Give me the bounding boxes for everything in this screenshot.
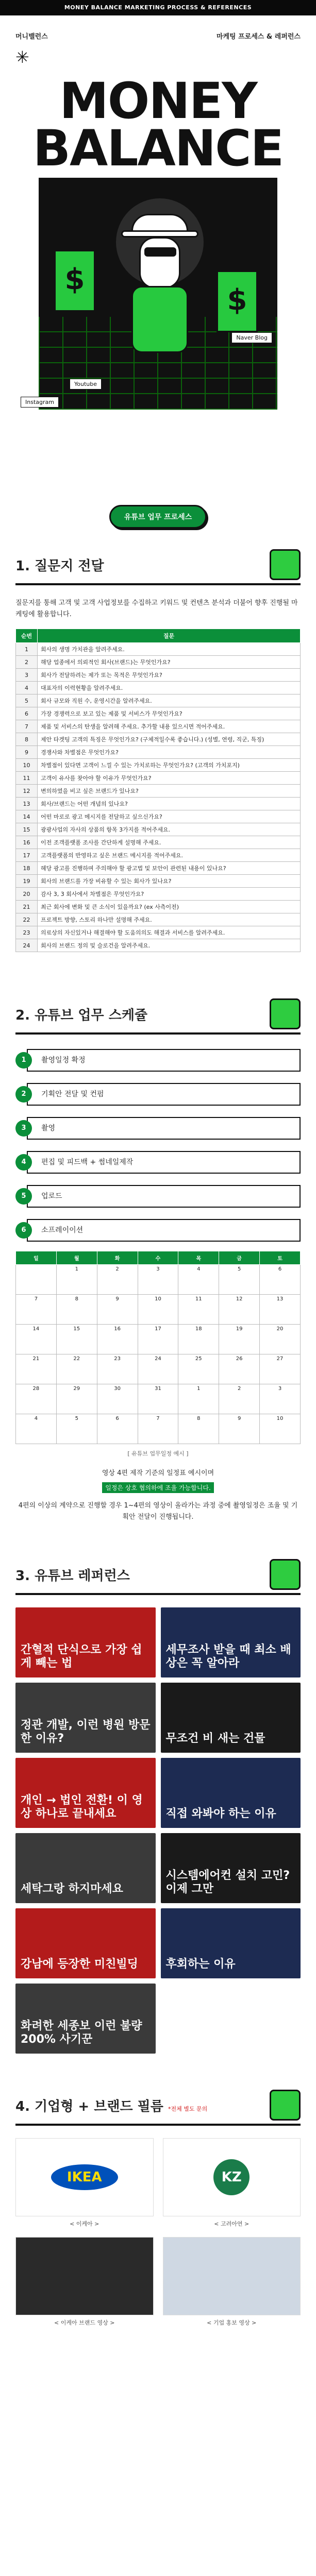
video-thumbnail[interactable] — [161, 1908, 301, 1978]
calendar-day: 14 — [16, 1325, 57, 1354]
brand-subtitle: 마케팅 프로세스 & 레퍼런스 — [216, 33, 301, 41]
calendar-day: 25 — [178, 1354, 219, 1384]
calendar-day: 15 — [56, 1325, 97, 1354]
video-thumbnail[interactable] — [15, 1758, 156, 1828]
thumbnail-title: 화려한 세종보 이런 불량 200% 사기꾼 — [21, 2020, 142, 2046]
calendar-day: 7 — [138, 1414, 178, 1444]
table-row — [16, 875, 301, 888]
calendar-day: 27 — [260, 1354, 301, 1384]
question-text: 회사의 브랜드를 가장 비유할 수 있는 회사가 있나요? — [38, 875, 301, 888]
calendar-day: 23 — [97, 1354, 138, 1384]
question-number: 13 — [16, 798, 38, 810]
calendar-day: 4 — [178, 1265, 219, 1295]
steps-list — [15, 1047, 301, 1244]
section-title: 3. 유튜브 레퍼런스 — [15, 1568, 130, 1584]
section-heading — [15, 998, 301, 1035]
step-number: 3 — [15, 1120, 32, 1137]
table-row — [16, 694, 301, 707]
question-text: 차별점이 있다면 고객이 느낄 수 있는 가치로하는 무엇인가요? (고객의 가치포지) — [38, 759, 301, 772]
step-label: 촬영일정 확정 — [27, 1049, 301, 1072]
question-text: 대표자의 이력현황을 알려주세요. — [38, 682, 301, 694]
question-text: 고객이 유사를 찾아야 할 이유가 무엇인가요? — [38, 772, 301, 785]
question-text: 회사/브랜드는 어떤 개념의 있나요? — [38, 798, 301, 810]
calendar-day: 9 — [219, 1414, 260, 1444]
weekday-header: 월 — [56, 1251, 97, 1265]
section-subnote: *전체 별도 문의 — [168, 2105, 208, 2112]
question-number: 4 — [16, 682, 38, 694]
step-item — [15, 1081, 301, 1108]
question-text: 광광사업의 자사의 상품의 항목 3가지를 적어주세요. — [38, 823, 301, 836]
question-number: 5 — [16, 694, 38, 707]
table-row — [16, 810, 301, 823]
question-number: 10 — [16, 759, 38, 772]
character — [121, 198, 198, 353]
naver-blog-tag: Naver Blog — [231, 332, 272, 343]
question-text: 회사가 전달하려는 제가 또는 목적은 무엇인가요? — [38, 669, 301, 682]
weekday-header: 수 — [138, 1251, 178, 1265]
brand-name: 머니밸런스 — [15, 33, 48, 41]
table-row — [16, 746, 301, 759]
schedule-note2: 일정은 상호 협의하에 조율 가능합니다. — [102, 1482, 214, 1493]
thumbnail-title: 세무조사 받을 때 최소 배상은 꼭 알아라 — [165, 1643, 291, 1670]
question-table — [15, 629, 301, 952]
table-header: 질문 — [38, 629, 301, 643]
calendar-day: 28 — [16, 1384, 57, 1414]
question-text: 어떤 마로로 광고 메시지를 전달하고 싶으신가요? — [38, 810, 301, 823]
weekday-header: 화 — [97, 1251, 138, 1265]
table-row — [16, 888, 301, 901]
question-number: 2 — [16, 656, 38, 669]
thumbnail-title: 정관 개발, 이런 병원 방문한 이유? — [21, 1719, 151, 1745]
step-label: 업로드 — [27, 1185, 301, 1208]
step-label: 기획안 전달 및 컨펌 — [27, 1083, 301, 1106]
question-text: 최근 회사에 변화 및 큰 소식이 있을까요? (ex 사측이전) — [38, 901, 301, 913]
video-thumbnail[interactable] — [15, 1908, 156, 1978]
step-number: 4 — [15, 1154, 32, 1171]
question-text: 변의하였을 비고 싶은 브랜드가 있나요? — [38, 785, 301, 798]
question-number: 7 — [16, 720, 38, 733]
thumbnail-title: 강남에 등장한 미친빌딩 — [21, 1958, 138, 1971]
question-number: 18 — [16, 862, 38, 875]
calendar-week — [16, 1414, 301, 1444]
question-number: 24 — [16, 939, 38, 952]
hero-illustration — [39, 178, 277, 410]
section-heading — [15, 549, 301, 585]
question-text: 회사 규모와 직원 수, 운영시간을 알려주세요. — [38, 694, 301, 707]
section-title: 2. 유튜브 업무 스케쥴 — [15, 1007, 148, 1023]
table-row — [16, 798, 301, 810]
step-item — [15, 1149, 301, 1176]
calendar-day: 20 — [260, 1325, 301, 1354]
title-line2: BALANCE — [32, 120, 284, 177]
step-label: 소프레이이션 — [27, 1219, 301, 1242]
step-item — [15, 1183, 301, 1210]
step-number: 1 — [15, 1052, 32, 1069]
ikea-logo-card[interactable] — [15, 2138, 154, 2216]
thumbnail-title: 후회하는 이유 — [165, 1958, 236, 1971]
calendar-week — [16, 1384, 301, 1414]
table-header: 순번 — [16, 629, 38, 643]
section-title: 4. 기업형 + 브랜드 필름 — [15, 2098, 163, 2114]
page — [0, 15, 316, 2327]
calendar-day: 1 — [56, 1265, 97, 1295]
calendar-day: 19 — [219, 1325, 260, 1354]
schedule-note1: 영상 4편 제작 기준의 일정표 예시이며 — [102, 1469, 214, 1477]
table-row — [16, 926, 301, 939]
question-text: 해당 업종에서 의뢰적인 회사(브랜드)는 무엇인가요? — [38, 656, 301, 669]
calendar-day: 26 — [219, 1354, 260, 1384]
weekday-header: 토 — [260, 1251, 301, 1265]
calendar-day: 29 — [56, 1384, 97, 1414]
film-icon — [270, 2090, 301, 2121]
calendar-icon — [270, 998, 301, 1029]
table-row — [16, 669, 301, 682]
brand-row — [15, 31, 301, 41]
calendar-day: 30 — [97, 1384, 138, 1414]
logo-caption: < 이케아 > — [70, 2221, 99, 2227]
question-text: 프로젝트 방향, 스토리 하나만 설명해 주세요. — [38, 913, 301, 926]
dollar-bill-left: $ — [54, 250, 95, 312]
question-text: 제안 타겟팅 고객의 특징은 무엇인가요? (구체적일수록 좋습니다.) (성별, 연령, 직군, 특징) — [38, 733, 301, 746]
question-text: 경쟁사와 차별점은 무엇인가요? — [38, 746, 301, 759]
table-row — [16, 862, 301, 875]
calendar-week — [16, 1325, 301, 1354]
section-questions — [0, 549, 316, 952]
youtube-tag: Youtube — [70, 379, 102, 389]
question-text: 혜당 광고를 진행하며 주의해야 할 광고법 및 보안이 관련된 내용이 있나요? — [38, 862, 301, 875]
calendar-day: 9 — [97, 1295, 138, 1325]
step-number: 2 — [15, 1086, 32, 1103]
table-row — [16, 656, 301, 669]
question-number: 21 — [16, 901, 38, 913]
question-number: 16 — [16, 836, 38, 849]
section-schedule — [0, 998, 316, 1523]
calendar-day: 6 — [260, 1265, 301, 1295]
step-item — [15, 1115, 301, 1142]
question-text: 고객플랫폼의 반영하고 싶은 브랜드 메시지를 적어주세요. — [38, 849, 301, 862]
badge-wrap — [0, 505, 316, 529]
calendar-day: 31 — [138, 1384, 178, 1414]
table-row — [16, 785, 301, 798]
thumbnail-title: 간혈적 단식으로 가장 쉽게 빼는 법 — [21, 1643, 142, 1670]
table-row — [16, 707, 301, 720]
section-title: 1. 질문지 전달 — [15, 558, 104, 574]
table-row — [16, 939, 301, 952]
calendar-day: 3 — [260, 1384, 301, 1414]
table-row — [16, 682, 301, 694]
step-number: 6 — [15, 1222, 32, 1239]
calendar-day: 18 — [178, 1325, 219, 1354]
question-number: 23 — [16, 926, 38, 939]
process-badge: 유튜브 업무 프로세스 — [109, 505, 207, 529]
calendar-caption: [ 유튜브 업무일정 예시 ] — [127, 1450, 189, 1457]
question-number: 6 — [16, 707, 38, 720]
calendar-day: 13 — [260, 1295, 301, 1325]
question-number: 22 — [16, 913, 38, 926]
body — [131, 286, 188, 353]
calendar-day: 11 — [178, 1295, 219, 1325]
table-row — [16, 772, 301, 785]
question-number: 12 — [16, 785, 38, 798]
table-row — [16, 643, 301, 656]
question-text: 이전 조객플랫폼 조사를 간단하게 설명해 주세요. — [38, 836, 301, 849]
section-heading — [15, 2090, 301, 2126]
brand-video-thumb[interactable] — [15, 2237, 154, 2315]
question-text: 감사 3, 3 회사에서 차별점은 무엇인가요? — [38, 888, 301, 901]
calendar-day: 8 — [56, 1295, 97, 1325]
video-thumbnail[interactable] — [15, 1683, 156, 1753]
video-thumbnail[interactable] — [161, 1833, 301, 1903]
section-brand-film — [0, 2090, 316, 2327]
calendar-day — [16, 1265, 57, 1295]
corporate-video-thumb[interactable] — [163, 2237, 301, 2315]
calendar-day: 5 — [56, 1414, 97, 1444]
thumbnail-grid — [15, 1607, 301, 2054]
thumbnail-title: 시스템에어컨 설치 고민? 이제 그만 — [165, 1869, 290, 1895]
step-label: 촬영 — [27, 1117, 301, 1140]
calendar-week — [16, 1265, 301, 1295]
calendar-day: 10 — [138, 1295, 178, 1325]
question-number: 15 — [16, 823, 38, 836]
table-row — [16, 913, 301, 926]
question-text: 제품 및 서비스의 탄생을 알려해 주세요. 추가할 내용 있으시면 적어주세요. — [38, 720, 301, 733]
calendar-day: 2 — [219, 1384, 260, 1414]
calendar-week — [16, 1354, 301, 1384]
weekday-header: 일 — [16, 1251, 57, 1265]
table-row — [16, 733, 301, 746]
step-label: 편집 및 피드백 + 썸네일제작 — [27, 1151, 301, 1174]
video-thumbnail[interactable] — [161, 1607, 301, 1677]
question-number: 11 — [16, 772, 38, 785]
step-number: 5 — [15, 1188, 32, 1205]
kz-logo: KZ — [213, 2159, 250, 2195]
section-references — [0, 1559, 316, 2054]
thumbnail-title: 개인 → 법인 전환! 이 영상 하나로 끝내세요 — [21, 1794, 143, 1820]
table-row — [16, 849, 301, 862]
question-number: 14 — [16, 810, 38, 823]
face — [139, 237, 180, 289]
logo-caption: < 이케아 브랜드 영상 > — [54, 2319, 115, 2326]
step-item — [15, 1217, 301, 1244]
table-row — [16, 720, 301, 733]
calendar-day: 4 — [16, 1414, 57, 1444]
hat-brim — [121, 230, 198, 238]
calendar-day: 5 — [219, 1265, 260, 1295]
thumbnail-title: 세탁그랑 하지마세요 — [21, 1883, 123, 1895]
step-item — [15, 1047, 301, 1074]
calendar-day: 8 — [178, 1414, 219, 1444]
question-number: 3 — [16, 669, 38, 682]
sunglasses-icon — [144, 247, 176, 257]
question-number: 20 — [16, 888, 38, 901]
logo-caption: < 고려아연 > — [214, 2221, 250, 2227]
question-text: 의료상의 자신있거나 해결해야 할 도움의의도 해결과 서비스를 알려주세요. — [38, 926, 301, 939]
chat-icon — [270, 549, 301, 580]
logo-caption: < 기업 홍보 영상 > — [207, 2319, 257, 2326]
video-thumbnail[interactable] — [15, 1984, 156, 2054]
video-thumbnail[interactable] — [161, 1683, 301, 1753]
calendar-day: 12 — [219, 1295, 260, 1325]
instagram-tag: Instagram — [21, 397, 59, 408]
top-banner — [0, 0, 316, 15]
section-heading — [15, 1559, 301, 1595]
video-thumbnail[interactable] — [15, 1607, 156, 1677]
calendar-day: 6 — [97, 1414, 138, 1444]
section-desc: 질문지를 통해 고객 및 고객 사업정보를 수집하고 키워드 및 컨텐츠 분석과 더불어 향후 진행될 마케팅에 활용합니다. — [15, 599, 298, 618]
dollar-bill-right: $ — [217, 270, 258, 332]
question-text: 가장 경쟁력으로 보고 있는 제품 및 서비스가 무엇인가요? — [38, 707, 301, 720]
video-thumbnail[interactable] — [161, 1758, 301, 1828]
calendar-day: 7 — [16, 1295, 57, 1325]
schedule-note3: 4편의 이상의 계약으로 진행할 경우 1~4편의 영상이 올라가는 과정 중에 촬영일정은 조율 및 기획안 전달이 진행됩니다. — [18, 1502, 298, 1521]
hero-title — [0, 72, 316, 177]
logo-grid — [15, 2138, 301, 2327]
ikea-logo: IKEA — [51, 2164, 118, 2190]
calendar-day: 21 — [16, 1354, 57, 1384]
calendar-week — [16, 1295, 301, 1325]
question-number: 8 — [16, 733, 38, 746]
calendar-day: 1 — [178, 1384, 219, 1414]
calendar-day: 17 — [138, 1325, 178, 1354]
calendar-day: 3 — [138, 1265, 178, 1295]
calendar-table — [15, 1251, 301, 1444]
calendar-day: 2 — [97, 1265, 138, 1295]
calendar-day: 16 — [97, 1325, 138, 1354]
banner-title: MONEY BALANCE MARKETING PROCESS & REFERENCES — [64, 4, 252, 11]
weekday-header: 목 — [178, 1251, 219, 1265]
thumbnail-title: 무조건 비 새는 건물 — [165, 1732, 265, 1745]
play-icon — [270, 1559, 301, 1590]
calendar-day: 22 — [56, 1354, 97, 1384]
calendar-day: 24 — [138, 1354, 178, 1384]
calendar-day: 10 — [260, 1414, 301, 1444]
video-thumbnail[interactable] — [15, 1833, 156, 1903]
table-row — [16, 759, 301, 772]
sparkle-icon: ✳ — [15, 47, 29, 67]
question-text: 회사의 브랜드 정의 및 슬로건을 알려주세요. — [38, 939, 301, 952]
weekday-header: 금 — [219, 1251, 260, 1265]
hero — [0, 15, 316, 495]
table-row — [16, 823, 301, 836]
question-number: 19 — [16, 875, 38, 888]
table-row — [16, 901, 301, 913]
thumbnail-title: 직접 와봐야 하는 이유 — [165, 1807, 276, 1820]
table-row — [16, 836, 301, 849]
question-number: 17 — [16, 849, 38, 862]
title-line1: MONEY — [59, 72, 257, 130]
kz-logo-card[interactable] — [163, 2138, 301, 2216]
question-text: 회사의 생명 가치관을 알려주세요. — [38, 643, 301, 656]
question-number: 1 — [16, 643, 38, 656]
question-number: 9 — [16, 746, 38, 759]
